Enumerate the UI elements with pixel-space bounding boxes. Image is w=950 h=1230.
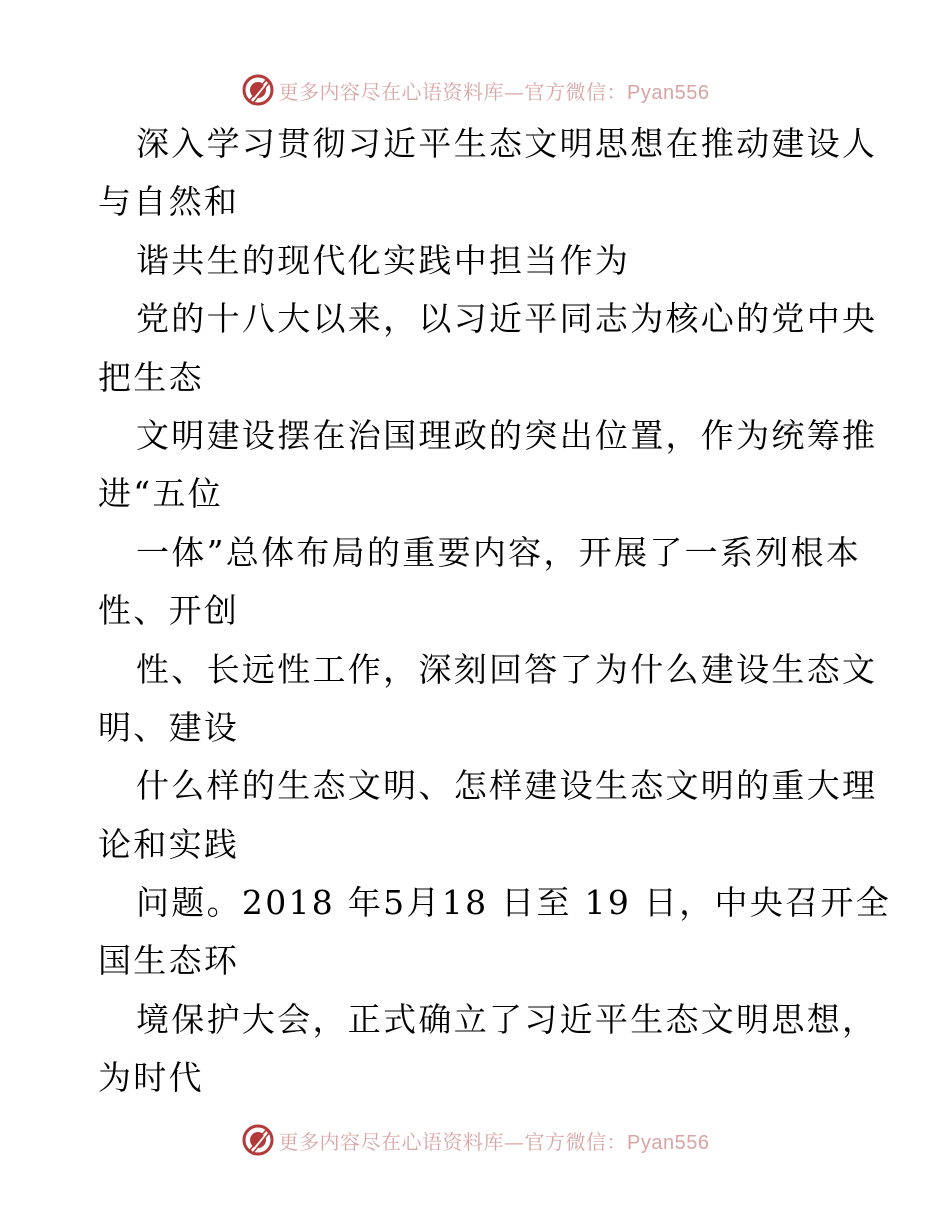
- footer-watermark: [0, 1120, 950, 1160]
- text-line: 明、建设: [98, 707, 240, 747]
- text-line: 深入学习贯彻习近平生态文明思想在推动建设人: [136, 124, 878, 163]
- watermark-id: Pyan556: [627, 1131, 710, 1154]
- text-line: 境保护大会，正式确立了习近平生态文明思想，: [136, 999, 878, 1039]
- text-line: 问题。2018 年5月18 日至 19 日，中央召开全: [136, 883, 892, 923]
- text-line: 把生态: [98, 357, 204, 397]
- text-line: 国生态环: [98, 941, 240, 981]
- text-line: 性、长远性工作，深刻回答了为什么建设生态文: [136, 649, 878, 689]
- text-line: 文明建设摆在治国理政的突出位置，作为统筹推: [136, 415, 878, 455]
- watermark-text: 更多内容尽在心语资料库—官方微信：Pyan556: [278, 79, 710, 104]
- text-line: 一体”总体布局的重要内容，开展了一系列根本: [136, 532, 862, 572]
- document-body: [98, 115, 892, 1108]
- text-line: 进“五位: [98, 474, 224, 514]
- text-line: 谐共生的现代化实践中担当作为: [136, 240, 631, 280]
- watermark-id: Pyan556: [627, 81, 710, 104]
- text-line: 党的十八大以来，以习近平同志为核心的党中央: [136, 299, 878, 339]
- watermark-text: 更多内容尽在心语资料库—官方微信：Pyan556: [278, 1129, 710, 1154]
- text-line: 为时代: [98, 1058, 204, 1098]
- text-line: 与自然和: [98, 182, 240, 222]
- text-line: 论和实践: [98, 824, 240, 864]
- text-line: 什么样的生态文明、怎样建设生态文明的重大理: [136, 766, 878, 806]
- text-line: 性、开创: [98, 591, 240, 631]
- header-watermark: [0, 70, 950, 110]
- pen-seal-logo-icon: [241, 73, 275, 107]
- pen-seal-logo-icon: [241, 1123, 275, 1157]
